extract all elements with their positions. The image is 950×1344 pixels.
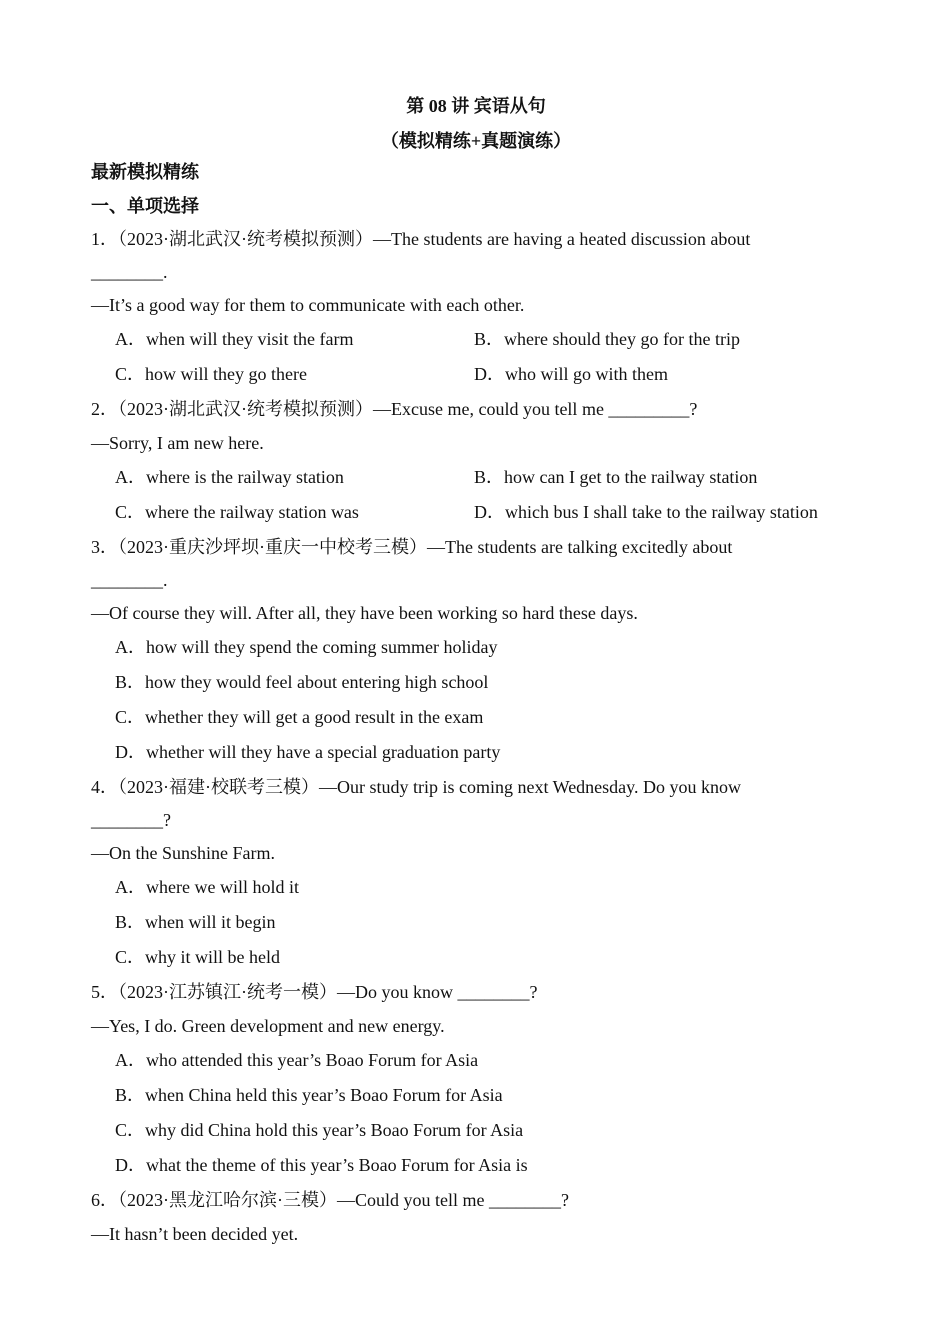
question-3-stem: 3．（2023·重庆沙坪坝·重庆一中校考三模）—The students are talking excitedly about xyxy=(91,537,733,557)
question-5-option-a: A．who attended this year’s Boao Forum for Asia xyxy=(115,1050,479,1070)
question-2-option-b: B．how can I get to the railway station xyxy=(474,467,758,487)
question-2-reply: —Sorry, I am new here. xyxy=(91,433,264,453)
question-5-option-d: D．what the theme of this year’s Boao Forum for Asia is xyxy=(115,1155,528,1175)
question-5-reply: —Yes, I do. Green development and new energy. xyxy=(91,1016,445,1036)
question-3-option-c: C．whether they will get a good result in the exam xyxy=(115,707,484,727)
question-3-option-d: D．whether will they have a special graduation party xyxy=(115,742,501,762)
question-3-stem-blank: ________. xyxy=(91,570,168,590)
question-1-option-b: B．where should they go for the trip xyxy=(474,329,740,349)
question-2-option-a: A．where is the railway station xyxy=(115,467,344,487)
question-4-option-a: A．where we will hold it xyxy=(115,877,299,897)
question-3-option-b: B．how they would feel about entering high school xyxy=(115,672,489,692)
question-4-reply: —On the Sunshine Farm. xyxy=(91,843,275,863)
question-5-option-b: B．when China held this year’s Boao Forum for Asia xyxy=(115,1085,503,1105)
question-1-option-d: D．who will go with them xyxy=(474,364,668,384)
question-1-stem-blank: ________. xyxy=(91,262,168,282)
section-heading: 最新模拟精练 xyxy=(91,162,199,182)
section-subheading: 一、单项选择 xyxy=(91,196,199,216)
question-4-stem-blank: ________? xyxy=(91,810,171,830)
question-6-stem: 6．（2023·黑龙江哈尔滨·三模）—Could you tell me ________? xyxy=(91,1190,569,1210)
question-4-stem: 4．（2023·福建·校联考三模）—Our study trip is coming next Wednesday. Do you know xyxy=(91,777,741,797)
question-5-option-c: C．why did China hold this year’s Boao Forum for Asia xyxy=(115,1120,524,1140)
question-5-stem: 5．（2023·江苏镇江·统考一模）—Do you know ________? xyxy=(91,982,538,1002)
question-4-option-b: B．when will it begin xyxy=(115,912,276,932)
page-subtitle: （模拟精练+真题演练） xyxy=(380,131,572,151)
question-6-reply: —It hasn’t been decided yet. xyxy=(91,1224,299,1244)
question-1-stem: 1．（2023·湖北武汉·统考模拟预测）—The students are having a heated discussion about xyxy=(91,229,751,249)
question-2-option-d: D．which bus I shall take to the railway station xyxy=(474,502,818,522)
question-2-option-c: C．where the railway station was xyxy=(115,502,359,522)
question-3-option-a: A．how will they spend the coming summer holiday xyxy=(115,637,498,657)
question-4-option-c: C．why it will be held xyxy=(115,947,280,967)
question-1-option-a: A．when will they visit the farm xyxy=(115,329,354,349)
page-title: 第 08 讲 宾语从句 xyxy=(406,96,546,116)
question-2-stem: 2．（2023·湖北武汉·统考模拟预测）—Excuse me, could you tell me _________? xyxy=(91,399,698,419)
question-1-option-c: C．how will they go there xyxy=(115,364,307,384)
question-3-reply: —Of course they will. After all, they have been working so hard these days. xyxy=(91,603,638,623)
question-1-reply: —It’s a good way for them to communicate with each other. xyxy=(91,295,525,315)
